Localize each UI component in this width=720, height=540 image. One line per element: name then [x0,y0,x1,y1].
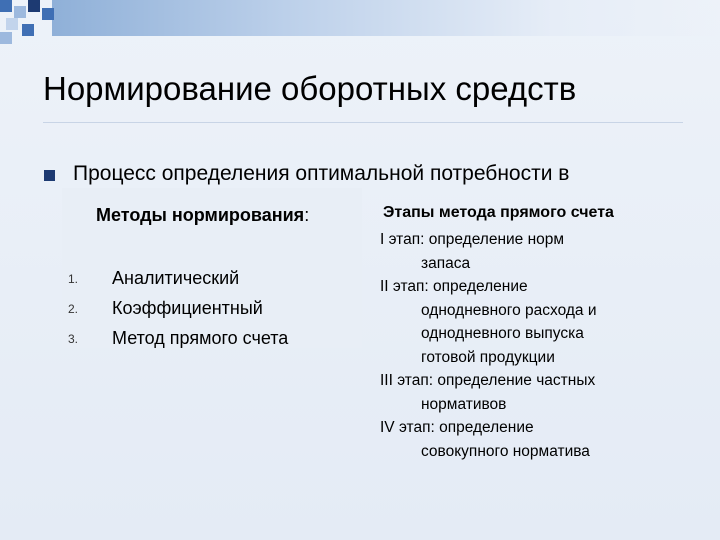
bullet-text: Процесс определения оптимальной потребности в [73,162,570,185]
stage-continuation: однодневного расхода и [421,301,597,319]
stage-title: III этап: определение частных [380,372,596,389]
list-item-label: Аналитический [112,268,240,288]
stage-continuation: запаса [421,254,471,272]
stages-heading: Этапы метода прямого счета [383,204,614,221]
list-item-label: Коэффициентный [112,298,263,318]
stage-item [380,416,597,463]
stage-continuation: готовой продукции [421,348,555,366]
stage-continuation: совокупного норматива [421,442,590,460]
slide-title: Нормирование оборотных средств [43,70,577,107]
title-divider [43,122,683,123]
list-item-number: 3. [68,332,79,346]
stage-item [380,369,597,416]
stages-list [380,228,597,463]
corner-squares-decoration [0,0,60,44]
list-item-number: 2. [68,302,79,316]
stage-item [380,275,597,369]
methods-heading-text: Методы нормирования [96,205,305,225]
bullet-square-icon [44,170,55,181]
stage-title: IV этап: определение [380,419,534,436]
methods-heading-colon: : [304,205,310,225]
stage-continuation: нормативов [421,395,507,413]
methods-heading [96,205,309,226]
stage-title: I этап: определение норм [380,231,565,248]
list-item-number: 1. [68,272,79,286]
header-gradient-band [52,0,720,36]
list-item-label: Метод прямого счета [112,328,289,348]
stage-item [380,228,597,275]
stage-continuation: однодневного выпуска [421,325,584,342]
stage-title: II этап: определение [380,278,528,295]
